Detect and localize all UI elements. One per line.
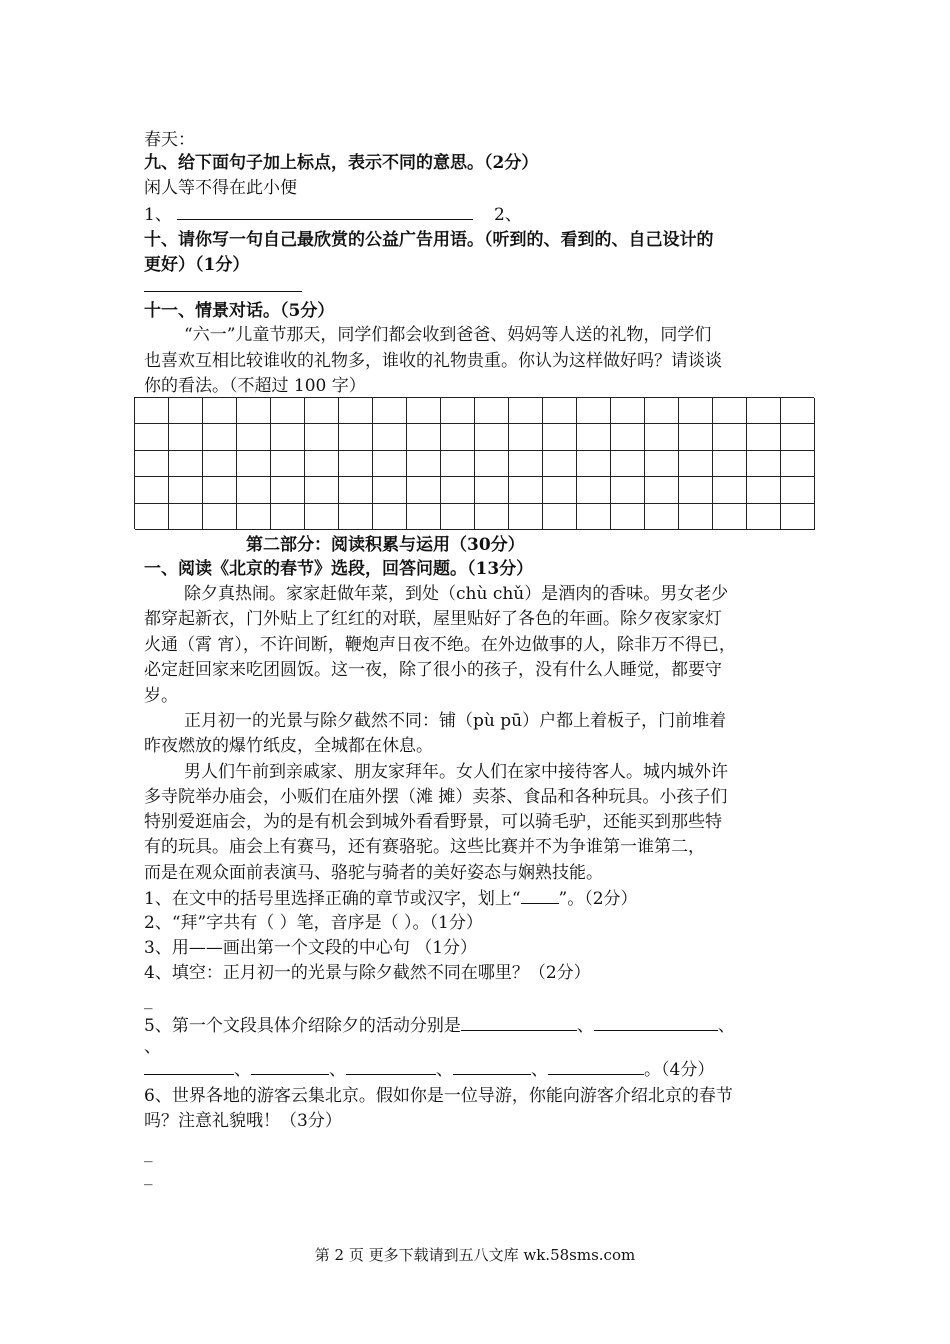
grid-cell[interactable] — [135, 504, 169, 530]
q9-label-2: 2、 — [494, 205, 522, 225]
q5-separator: 、 — [436, 1060, 453, 1080]
grid-cell[interactable] — [339, 398, 373, 424]
question-6-line-1: 6、世界各地的游客云集北京。假如你是一位导游，你能向游客介绍北京的春节 — [144, 1086, 733, 1106]
grid-cell[interactable] — [747, 477, 781, 503]
grid-cell[interactable] — [237, 398, 271, 424]
question-5-line-1 — [144, 1012, 735, 1039]
grid-cell[interactable] — [305, 477, 339, 503]
q9-sentence: 闲人等不得在此小便 — [144, 178, 297, 198]
question-5-line-2 — [144, 1056, 714, 1083]
grid-cell[interactable] — [509, 504, 543, 530]
grid-cell[interactable] — [373, 424, 407, 450]
q9-title: 九、给下面句子加上标点，表示不同的意思。（2分） — [144, 153, 539, 173]
grid-cell[interactable] — [781, 477, 815, 503]
question-2: 2、“拜”字共有（ ）笔，音序是（ ）。（1分） — [144, 913, 483, 933]
passage-p1-line-4: 必定赶回家来吃团圆饭。这一夜，除了很小的孩子，没有什么人睡觉，都要守 — [144, 660, 722, 680]
grid-cell[interactable] — [135, 477, 169, 503]
grid-cell[interactable] — [611, 424, 645, 450]
grid-cell[interactable] — [611, 504, 645, 530]
grid-cell[interactable] — [679, 398, 713, 424]
grid-cell[interactable] — [169, 424, 203, 450]
grid-cell[interactable] — [305, 451, 339, 477]
grid-cell[interactable] — [679, 451, 713, 477]
grid-cell[interactable] — [645, 504, 679, 530]
grid-cell[interactable] — [237, 424, 271, 450]
grid-cell[interactable] — [781, 504, 815, 530]
q5-separator: 、 — [329, 1060, 346, 1080]
q5-blank-5[interactable] — [346, 1056, 436, 1075]
question-1-score: ”。（2分） — [558, 889, 638, 909]
grid-cell[interactable] — [713, 504, 747, 530]
writing-grid[interactable] — [134, 397, 814, 529]
grid-cell[interactable] — [475, 504, 509, 530]
grid-cell[interactable] — [611, 398, 645, 424]
grid-cell[interactable] — [509, 424, 543, 450]
grid-cell[interactable] — [237, 504, 271, 530]
grid-cell[interactable] — [645, 398, 679, 424]
question-6-answer-blank-1[interactable]: _ — [144, 1143, 153, 1163]
q5-blank-1[interactable] — [461, 1012, 577, 1031]
q5-separator: 、 — [531, 1060, 548, 1080]
question-1 — [144, 885, 638, 912]
q5-blank-3[interactable] — [144, 1056, 234, 1075]
passage-p3-line-4: 有的玩具。庙会上有赛马，还有赛骆驼。这些比赛并不为争谁第一谁第二， — [144, 837, 705, 857]
passage-p2-line-2: 昨夜燃放的爆竹纸皮，全城都在休息。 — [144, 736, 433, 756]
grid-cell[interactable] — [577, 398, 611, 424]
grid-cell[interactable] — [543, 477, 577, 503]
grid-cell[interactable] — [271, 504, 305, 530]
grid-cell[interactable] — [441, 477, 475, 503]
grid-cell[interactable] — [373, 398, 407, 424]
grid-cell[interactable] — [305, 398, 339, 424]
grid-cell[interactable] — [645, 451, 679, 477]
grid-cell[interactable] — [543, 504, 577, 530]
question-4-answer-blank[interactable]: _ — [144, 990, 153, 1010]
grid-cell[interactable] — [577, 504, 611, 530]
grid-cell[interactable] — [475, 398, 509, 424]
grid-cell[interactable] — [169, 398, 203, 424]
grid-cell[interactable] — [781, 451, 815, 477]
grid-cell[interactable] — [543, 451, 577, 477]
grid-cell[interactable] — [713, 424, 747, 450]
question-6-line-2: 吗？注意礼貌哦！（3分） — [144, 1111, 342, 1131]
q11-paragraph-line-2: 也喜欢互相比较谁收的礼物多，谁收的礼物贵重。你认为这样做好吗？请谈谈 — [144, 351, 722, 371]
passage-p1-line-1: 除夕真热闹。家家赶做年菜，到处（chù chǔ）是酒肉的香味。男女老少 — [184, 584, 729, 604]
question-1-text: 1、在文中的括号里选择正确的章节或汉字，划上“ — [144, 889, 521, 909]
question-5-text: 5、第一个文段具体介绍除夕的活动分别是 — [144, 1016, 461, 1036]
question-3: 3、用——画出第一个文段的中心句 （1分） — [144, 938, 478, 958]
grid-cell[interactable] — [407, 504, 441, 530]
grid-cell[interactable] — [271, 451, 305, 477]
grid-cell[interactable] — [509, 477, 543, 503]
grid-cell[interactable] — [475, 424, 509, 450]
grid-cell[interactable] — [679, 477, 713, 503]
question-5-wrap: 、 — [144, 1037, 161, 1057]
q10-title-b: 更好）（1分） — [144, 255, 250, 275]
grid-cell[interactable] — [441, 451, 475, 477]
grid-cell[interactable] — [339, 477, 373, 503]
q5-blank-4[interactable] — [251, 1056, 329, 1075]
page-footer: 第 2 页 更多下载请到五八文库 wk.58sms.com — [314, 1246, 636, 1264]
passage-p3-line-2: 多寺院举办庙会，小贩们在庙外摆（滩 摊）卖茶、食品和各种玩具。小孩子们 — [144, 787, 728, 807]
q11-title: 十一、情景对话。（5分） — [144, 301, 335, 321]
grid-cell[interactable] — [203, 398, 237, 424]
grid-cell[interactable] — [339, 451, 373, 477]
q9-answer-row — [144, 201, 522, 228]
grid-cell[interactable] — [577, 451, 611, 477]
grid-cell[interactable] — [645, 424, 679, 450]
grid-cell[interactable] — [543, 424, 577, 450]
question-4: 4、填空：正月初一的光景与除夕截然不同在哪里？（2分） — [144, 963, 591, 983]
grid-cell[interactable] — [339, 504, 373, 530]
grid-cell[interactable] — [509, 451, 543, 477]
grid-cell[interactable] — [407, 477, 441, 503]
q5-blank-7[interactable] — [548, 1056, 644, 1075]
grid-cell[interactable] — [611, 451, 645, 477]
grid-cell[interactable] — [237, 477, 271, 503]
q11-paragraph-line-3: 你的看法。（不超过 100 字） — [144, 376, 366, 396]
grid-cell[interactable] — [305, 424, 339, 450]
grid-cell[interactable] — [271, 424, 305, 450]
grid-cell[interactable] — [373, 504, 407, 530]
passage-p2-line-1: 正月初一的光景与除夕截然不同：铺（pù pū）户都上着板子，门前堆着 — [184, 711, 727, 731]
grid-cell[interactable] — [169, 504, 203, 530]
grid-cell[interactable] — [203, 504, 237, 530]
part2-title: 第二部分：阅读积累与运用（30分） — [246, 535, 525, 555]
grid-cell[interactable] — [747, 451, 781, 477]
passage-p1-line-3: 火通（霄 宵），不许间断，鞭炮声日夜不绝。在外边做事的人，除非万不得已， — [144, 635, 736, 655]
grid-cell[interactable] — [271, 398, 305, 424]
spring-label: 春天： — [144, 130, 195, 150]
grid-cell[interactable] — [407, 398, 441, 424]
grid-cell[interactable] — [441, 398, 475, 424]
grid-cell[interactable] — [645, 477, 679, 503]
reading1-title: 一、阅读《北京的春节》选段，回答问题。（13分） — [144, 559, 534, 579]
grid-cell[interactable] — [747, 424, 781, 450]
q9-answer-blank-1[interactable] — [177, 201, 473, 220]
grid-cell[interactable] — [169, 451, 203, 477]
grid-cell[interactable] — [373, 477, 407, 503]
passage-p1-line-5: 岁。 — [144, 686, 178, 706]
passage-p3-line-1: 男人们午前到亲戚家、朋友家拜年。女人们在家中接待客人。城内城外许 — [184, 762, 728, 782]
grid-cell[interactable] — [679, 424, 713, 450]
grid-cell[interactable] — [475, 477, 509, 503]
q11-paragraph-line-1: “六一”儿童节那天，同学们都会收到爸爸、妈妈等人送的礼物，同学们 — [184, 325, 712, 345]
grid-cell[interactable] — [441, 504, 475, 530]
q5-separator: 、 — [234, 1060, 251, 1080]
grid-cell[interactable] — [611, 477, 645, 503]
grid-cell[interactable] — [441, 424, 475, 450]
grid-cell[interactable] — [373, 451, 407, 477]
grid-cell[interactable] — [169, 477, 203, 503]
grid-cell[interactable] — [713, 477, 747, 503]
grid-cell[interactable] — [203, 424, 237, 450]
grid-cell[interactable] — [339, 424, 373, 450]
grid-cell[interactable] — [713, 451, 747, 477]
passage-p3-line-3: 特别爱逛庙会，为的是有机会到城外看看野景，可以骑毛驴，还能买到那些特 — [144, 812, 722, 832]
question-6-answer-blank-2[interactable]: _ — [144, 1166, 153, 1186]
grid-cell[interactable] — [407, 424, 441, 450]
question-5-score: 。（4分） — [644, 1060, 715, 1080]
grid-cell[interactable] — [135, 451, 169, 477]
grid-cell[interactable] — [781, 398, 815, 424]
passage-p1-line-2: 都穿起新衣，门外贴上了红红的对联，屋里贴好了各色的年画。除夕夜家家灯 — [144, 609, 722, 629]
grid-cell[interactable] — [543, 398, 577, 424]
grid-cell[interactable] — [203, 451, 237, 477]
grid-cell[interactable] — [679, 504, 713, 530]
q9-label-1: 1、 — [144, 205, 172, 225]
grid-cell[interactable] — [713, 398, 747, 424]
grid-cell[interactable] — [135, 424, 169, 450]
grid-cell[interactable] — [407, 451, 441, 477]
grid-cell[interactable] — [237, 451, 271, 477]
q5-separator: 、 — [717, 1016, 735, 1036]
q5-separator: 、 — [576, 1016, 594, 1036]
grid-cell[interactable] — [577, 477, 611, 503]
question-1-underline-sample — [521, 885, 559, 904]
grid-cell[interactable] — [305, 504, 339, 530]
grid-cell[interactable] — [271, 477, 305, 503]
q5-blank-6[interactable] — [453, 1056, 531, 1075]
grid-cell[interactable] — [747, 398, 781, 424]
grid-cell[interactable] — [509, 398, 543, 424]
grid-cell[interactable] — [577, 424, 611, 450]
q10-title-a: 十、请你写一句自己最欣赏的公益广告用语。（听到的、看到的、自己设计的 — [144, 230, 714, 250]
q5-blank-2[interactable] — [594, 1012, 718, 1031]
grid-cell[interactable] — [747, 504, 781, 530]
grid-cell[interactable] — [135, 398, 169, 424]
q10-answer-blank[interactable] — [144, 291, 302, 292]
passage-p3-line-5: 而是在观众面前表演马、骆驼与骑者的美好姿态与娴熟技能。 — [144, 863, 603, 883]
grid-cell[interactable] — [781, 424, 815, 450]
grid-cell[interactable] — [203, 477, 237, 503]
grid-cell[interactable] — [475, 451, 509, 477]
